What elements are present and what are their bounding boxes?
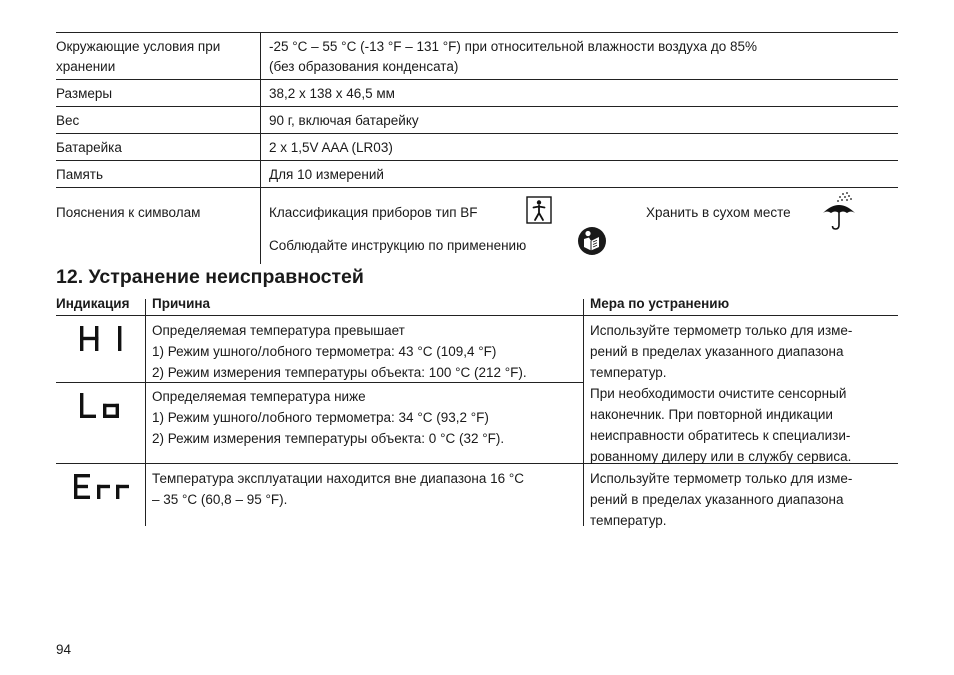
column-header-remedy: Мера по устранению (590, 296, 730, 311)
symbol-bf-label: Классификация приборов тип BF (269, 205, 478, 220)
symbol-dry-label: Хранить в сухом месте (646, 205, 791, 220)
remedy-line: неисправности обратитесь к специализи- (590, 428, 851, 443)
symbol-manual-label: Соблюдайте инструкцию по применению (269, 238, 527, 253)
cause-hi (152, 320, 527, 383)
spec-label-memory: Память (56, 161, 261, 187)
specifications-table (56, 32, 898, 264)
spec-value-dimensions: 38,2 x 138 x 46,5 мм (269, 86, 395, 101)
cause-hi-line-3: 2) Режим измерения температуры объекта: 100 °C (212 °F). (152, 365, 527, 380)
column-header-cause: Причина (152, 296, 211, 311)
remedy-line: При необходимости очистите сенсорный (590, 386, 847, 401)
spec-value-memory: Для 10 измерений (269, 167, 384, 182)
spec-label-battery: Батарейка (56, 134, 261, 160)
cause-hi-line-1: Определяемая температура превышает (152, 323, 405, 338)
spec-label-storage: Окружающие условия при хранении (56, 33, 261, 79)
cause-hi-line-2: 1) Режим ушного/лобного термометра: 43 °C (109,4 °F) (152, 344, 497, 359)
cause-lo-line-2: 1) Режим ушного/лобного термометра: 34 °C (93,2 °F) (152, 410, 489, 425)
cause-err-line-1: Температура эксплуатации находится вне диапазона 16 °C (152, 471, 525, 486)
spec-value-storage-line-1: -25 °C – 55 °C (-13 °F – 131 °F) при относительной влажности воздуха до 85% (269, 39, 758, 54)
remedy-line: Используйте термометр только для изме- (590, 323, 853, 338)
cause-err (152, 468, 524, 510)
spec-row-battery (56, 134, 898, 161)
spec-label-dimensions: Размеры (56, 80, 261, 106)
display-hi-icon (78, 324, 128, 359)
spec-label-symbols: Пояснения к символам (56, 188, 261, 264)
spec-value-storage-line-2: (без образования конденсата) (269, 59, 459, 74)
spec-value-battery: 2 x 1,5V AAA (LR03) (269, 140, 393, 155)
remedy-line: рений в пределах указанного диапазона (590, 492, 844, 507)
spec-row-dimensions (56, 80, 898, 107)
remedy-line: рений в пределах указанного диапазона (590, 344, 844, 359)
remedy-line: наконечник. При повторной индикации (590, 407, 833, 422)
column-divider-1 (145, 299, 146, 526)
remedy-hi-lo (590, 320, 852, 467)
column-header-indication: Индикация (56, 296, 130, 311)
spec-row-memory (56, 161, 898, 188)
spec-value-weight: 90 г, включая батарейку (269, 113, 419, 128)
type-bf-icon (526, 196, 552, 230)
page-number: 94 (56, 642, 72, 657)
remedy-err (590, 468, 852, 531)
display-lo-icon (78, 391, 128, 426)
remedy-line: температур. (590, 365, 667, 380)
cause-lo (152, 386, 504, 449)
remedy-line: Используйте термометр только для изме- (590, 471, 853, 486)
display-err-icon (72, 472, 134, 507)
column-divider-2 (583, 299, 584, 526)
table-header-divider (56, 315, 898, 316)
spec-value-storage (261, 33, 898, 79)
spec-row-weight (56, 107, 898, 134)
spec-row-storage (56, 33, 898, 80)
spec-label-weight: Вес (56, 107, 261, 133)
symbols-cell (261, 188, 898, 264)
cause-err-line-2: – 35 °C (60,8 – 95 °F). (152, 492, 288, 507)
read-manual-icon (577, 226, 607, 262)
cause-lo-line-1: Определяемая температура ниже (152, 389, 366, 404)
cause-lo-line-3: 2) Режим измерения температуры объекта: 0 °C (32 °F). (152, 431, 505, 446)
remedy-line: рованному дилеру или в службу сервиса. (590, 449, 852, 464)
remedy-line: температур. (590, 513, 667, 528)
umbrella-icon (821, 191, 857, 237)
section-title: 12. Устранение неисправностей (56, 266, 364, 288)
spec-row-symbols (56, 188, 898, 264)
